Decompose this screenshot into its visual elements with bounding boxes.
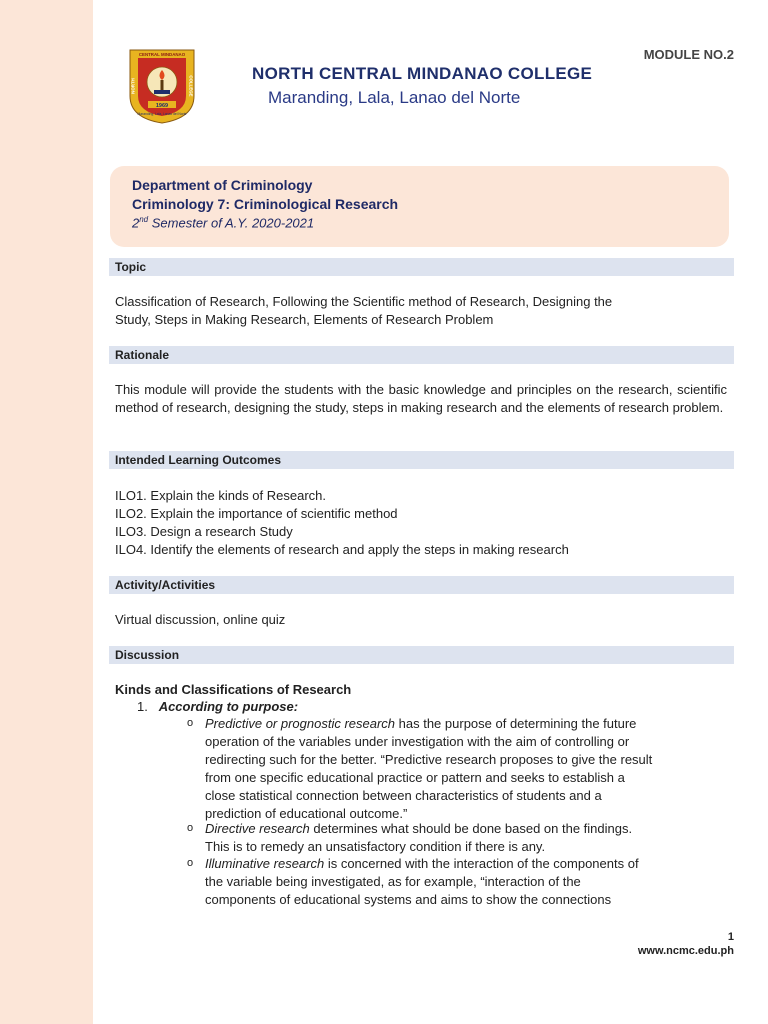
seal-year-text: 1969	[155, 103, 169, 109]
topic-line: Classification of Research, Following the Scientific method of Research, Designing the	[115, 294, 613, 309]
topic-text	[115, 293, 727, 329]
activity-text: Virtual discussion, online quiz	[115, 612, 286, 627]
rationale-section-header	[109, 346, 734, 364]
seal-right-text: COLLEGE	[188, 75, 194, 97]
college-seal-logo	[126, 44, 198, 124]
ilo-section-header	[109, 451, 734, 469]
ilo-list	[115, 487, 727, 559]
ilo-item: ILO4. Identify the elements of research and apply the steps in making research	[115, 542, 569, 557]
list-title: According to purpose:	[158, 699, 299, 714]
bullet-first-rest: has the purpose of determining the future	[395, 716, 637, 731]
bullet-first-line	[205, 855, 731, 873]
bullet-first-rest: determines what should be done based on the findings.	[309, 821, 633, 836]
semester-rest: Semester of A.Y. 2020-2021	[148, 215, 315, 231]
seal-top-text: CENTRAL MINDANAO	[138, 52, 186, 57]
discussion-heading: Discussion	[115, 648, 180, 662]
semester-ordinal-suffix: nd	[139, 215, 149, 224]
purpose-list-heading	[137, 698, 697, 716]
bullet-first-rest: is concerned with the interaction of the components of	[324, 856, 639, 871]
module-number: MODULE NO.2	[643, 47, 734, 62]
activity-heading: Activity/Activities	[115, 578, 216, 592]
bullet-line: close statistical connection between characteristics of students and a	[205, 788, 602, 803]
bullet-line: prediction of educational outcome.”	[205, 806, 408, 821]
bullet-marker: o	[187, 857, 194, 869]
semester-line	[132, 215, 314, 230]
topic-line: Study, Steps in Making Research, Elements of Research Problem	[115, 312, 494, 327]
bullet-first-line	[205, 820, 731, 838]
bullet-marker: o	[187, 822, 194, 834]
bullet-line: redirecting such for the better. “Predictive research proposes to give the result	[205, 752, 653, 767]
bullet-line: from one specific educational practice or pattern and seeks to establish a	[205, 770, 625, 785]
semester-ordinal: 2	[132, 215, 140, 231]
footer-website: www.ncmc.edu.ph	[637, 945, 734, 957]
ilo-item: ILO2. Explain the importance of scientific method	[115, 506, 398, 521]
page-number: 1	[727, 931, 734, 943]
ilo-heading: Intended Learning Outcomes	[115, 453, 282, 467]
predictive-research-item	[205, 715, 731, 823]
activity-section-header	[109, 576, 734, 594]
college-name: NORTH CENTRAL MINDANAO COLLEGE	[252, 64, 593, 83]
illuminative-research-item	[205, 855, 731, 909]
ilo-item: ILO1. Explain the kinds of Research.	[115, 488, 327, 503]
bullet-first-line	[205, 715, 731, 733]
course-info-box	[110, 166, 729, 247]
book-icon	[154, 90, 170, 94]
college-address: Maranding, Lala, Lanao del Norte	[268, 88, 521, 107]
bullet-marker: o	[187, 717, 194, 729]
bullet-line: the variable being investigated, as for example, “interaction of the	[205, 874, 581, 889]
side-decorative-band	[0, 0, 93, 1024]
topic-section-header	[109, 258, 734, 276]
topic-heading: Topic	[115, 260, 147, 274]
rationale-text: This module will provide the students with the basic knowledge and principles on the research, scientific method of research, designing the study, steps in making research and the elements of research problem.	[115, 382, 727, 415]
bullet-term: Directive research	[205, 821, 310, 836]
course-title: Criminology 7: Criminological Research	[132, 196, 399, 212]
directive-research-item	[205, 820, 731, 856]
seal-left-text: NORTH	[130, 78, 136, 94]
seal-bottom-text: Maranding, Lala, Lanao del Norte	[137, 112, 187, 116]
bullet-line: operation of the variables under investigation with the aim of controlling or	[205, 734, 630, 749]
bullet-line: This is to remedy an unsatisfactory condition if there is any.	[205, 839, 546, 854]
bullet-line: components of educational systems and aims to show the connections	[205, 892, 612, 907]
discussion-subheading: Kinds and Classifications of Research	[115, 682, 352, 697]
department-name: Department of Criminology	[132, 177, 313, 193]
ilo-item: ILO3. Design a research Study	[115, 524, 293, 539]
discussion-section-header	[109, 646, 734, 664]
bullet-term: Illuminative research	[205, 856, 325, 871]
list-number: 1.	[137, 699, 148, 714]
rationale-heading: Rationale	[115, 348, 170, 362]
bullet-term: Predictive or prognostic research	[205, 716, 396, 731]
